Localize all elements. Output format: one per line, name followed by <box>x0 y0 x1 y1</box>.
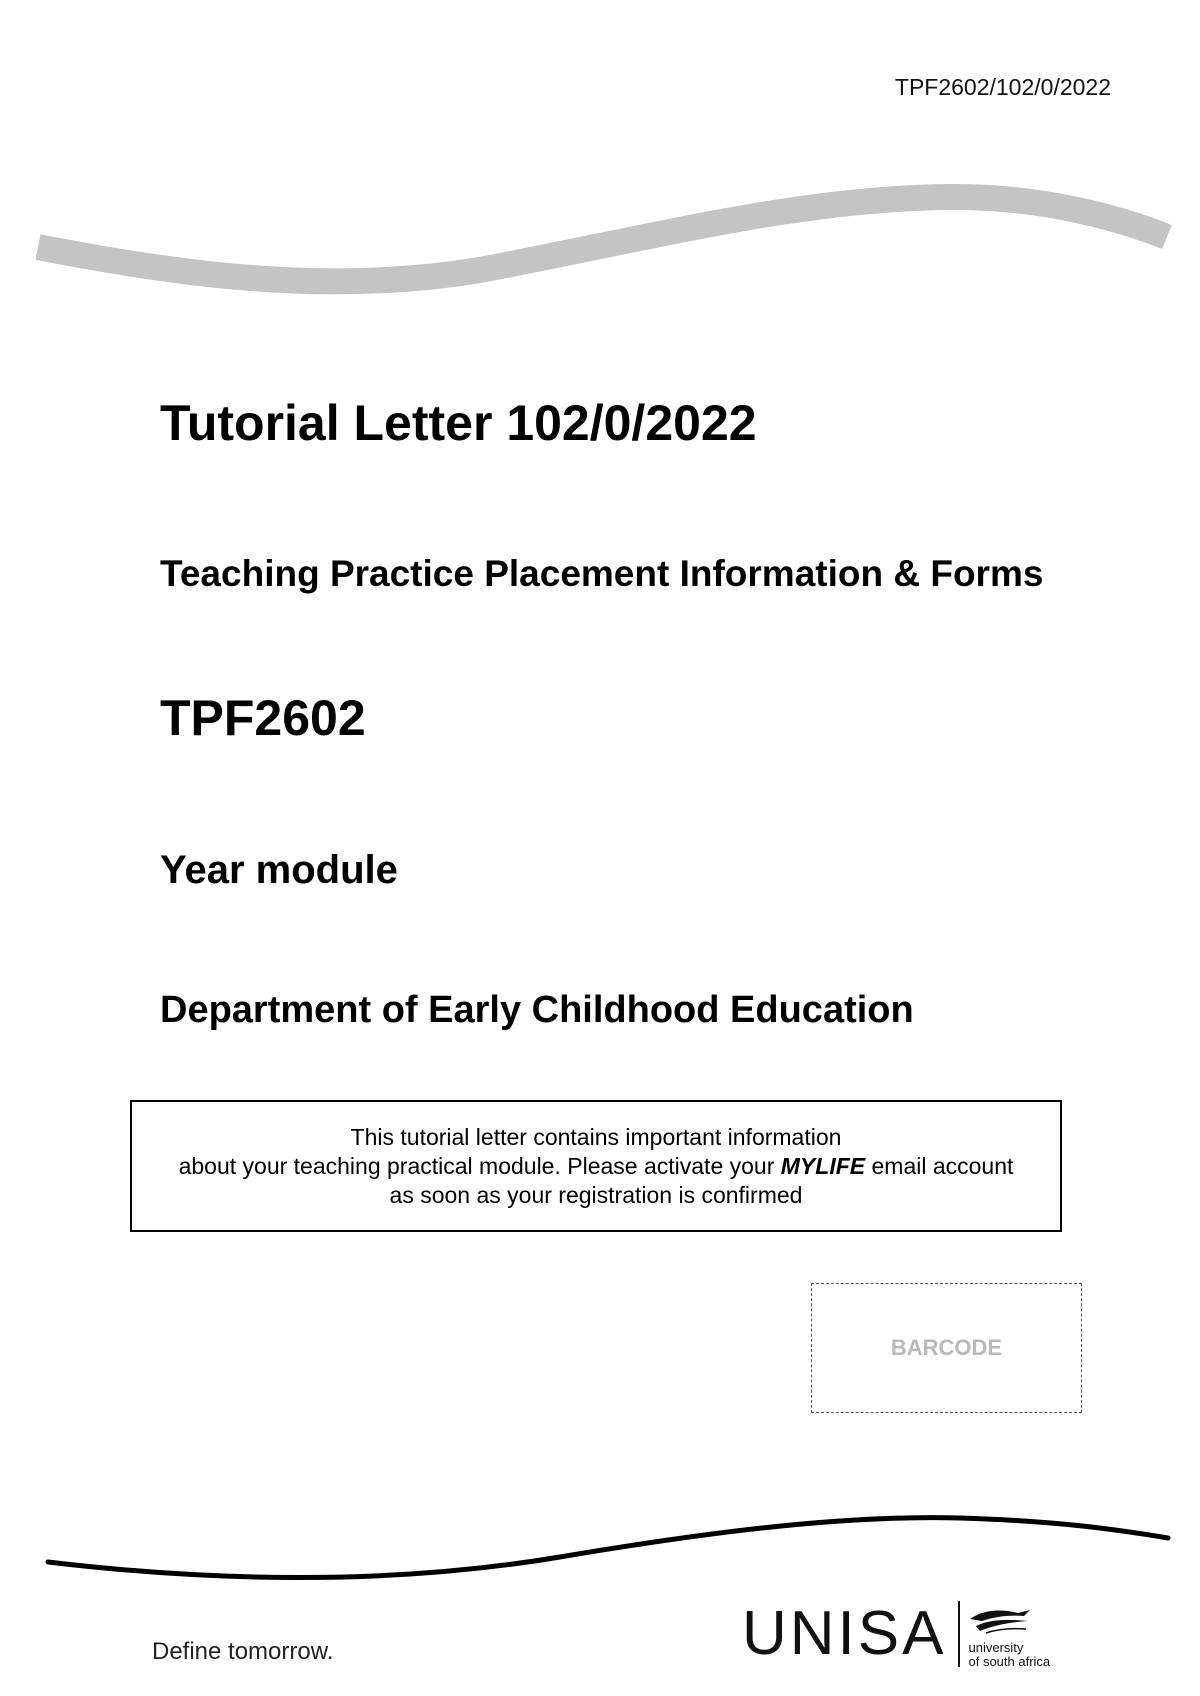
module-code: TPF2602 <box>160 690 366 746</box>
barcode-label: BARCODE <box>890 1335 1003 1360</box>
logo-wordmark: UNISA <box>742 1599 947 1668</box>
notice-line-2-end: email account <box>865 1152 1014 1179</box>
logo-emblem-block <box>968 1599 1050 1669</box>
department-name: Department of Early Childhood Education <box>160 989 914 1031</box>
barcode-placeholder <box>811 1283 1082 1413</box>
logo-subtitle-line-1: university <box>968 1640 1024 1655</box>
decorative-wave-bottom <box>0 1505 1200 1585</box>
module-type: Year module <box>160 848 398 892</box>
document-code: TPF2602/102/0/2022 <box>894 74 1111 100</box>
notice-box <box>130 1100 1062 1232</box>
decorative-wave-top <box>0 180 1200 310</box>
logo-subtitle-line-2: of south africa <box>968 1654 1051 1669</box>
logo-divider <box>958 1601 960 1667</box>
notice-line-1: This tutorial letter contains important information <box>350 1123 842 1150</box>
notice-line-2 <box>179 1152 1014 1181</box>
wave-bottom-stroke <box>48 1518 1168 1578</box>
wave-top-stroke <box>38 197 1167 281</box>
bird-icon <box>968 1607 1036 1637</box>
notice-line-2-start: about your teaching practical module. Please activate your <box>178 1152 781 1179</box>
notice-emphasis: MYLIFE <box>780 1152 866 1179</box>
notice-line-3: as soon as your registration is confirmed <box>389 1181 803 1208</box>
unisa-logo <box>742 1594 1072 1674</box>
tagline: Define tomorrow. <box>152 1638 334 1665</box>
document-subtitle: Teaching Practice Placement Information & Forms <box>160 553 1044 594</box>
page-title: Tutorial Letter 102/0/2022 <box>160 395 757 451</box>
